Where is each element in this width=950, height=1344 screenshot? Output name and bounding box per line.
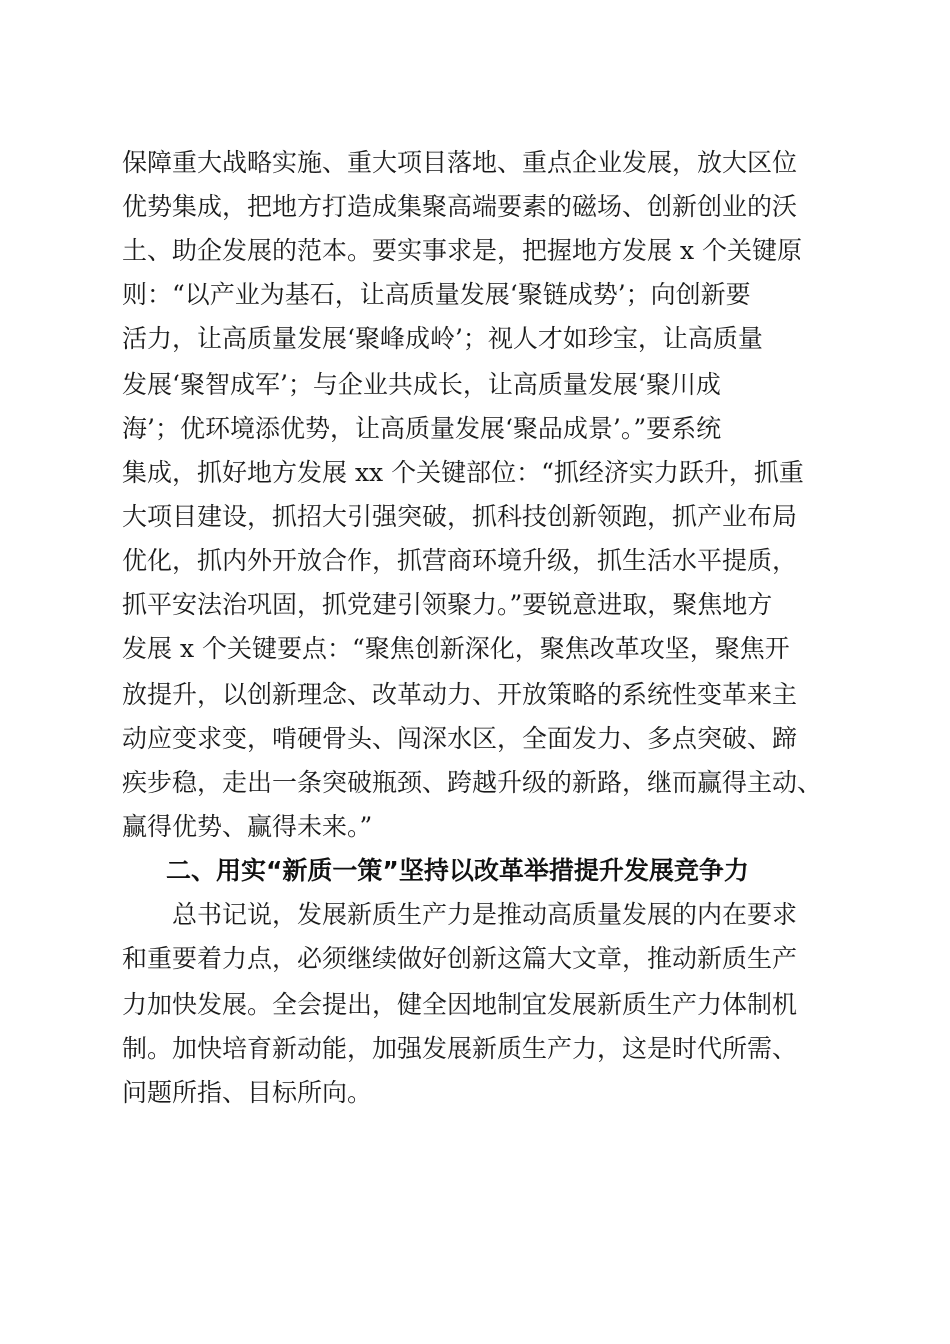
body-text-line: 则：“以产业为基石，让高质量发展‘聚链成势’；向创新要 (122, 280, 751, 309)
body-text-line: 优化，抓内外开放合作，抓营商环境升级，抓生活水平提质， (122, 546, 798, 575)
body-text-line: 大项目建设，抓招大引强突破，抓科技创新领跑，抓产业布局 (122, 502, 798, 531)
body-text-line: 动应变求变，啃硬骨头、闯深水区，全面发力、多点突破、蹄 (122, 724, 798, 753)
body-text-line: 问题所指、目标所向。 (122, 1078, 373, 1107)
body-text-line: 发展 x 个关键要点：“聚焦创新深化，聚焦改革攻坚，聚焦开 (122, 634, 790, 663)
body-text-line: 集成，抓好地方发展 xx 个关键部位：“抓经济实力跃升，抓重 (122, 458, 804, 487)
body-text-line: 抓平安法治巩固，抓党建引领聚力。”要锐意进取，聚焦地方 (122, 590, 773, 619)
body-text-line: 制。加快培育新动能，加强发展新质生产力，这是时代所需、 (122, 1034, 798, 1063)
body-text-line: 赢得优势、赢得未来。” (122, 812, 373, 841)
body-text-line: 放提升，以创新理念、改革动力、开放策略的系统性变革来主 (122, 680, 798, 709)
body-text-line: 和重要着力点，必须继续做好创新这篇大文章，推动新质生产 (122, 944, 798, 973)
body-text-line: 优势集成，把地方打造成集聚高端要素的磁场、创新创业的沃 (122, 192, 798, 221)
body-text-line: 总书记说，发展新质生产力是推动高质量发展的内在要求 (172, 900, 798, 929)
section-heading: 二、用实“新质一策”坚持以改革举措提升发展竞争力 (166, 856, 749, 885)
body-text-line: 活力，让高质量发展‘聚峰成岭’；视人才如珍宝，让高质量 (122, 324, 763, 353)
body-text-line: 力加快发展。全会提出，健全因地制宜发展新质生产力体制机 (122, 990, 798, 1019)
body-text-line: 发展‘聚智成军’；与企业共成长，让高质量发展‘聚川成 (122, 370, 721, 399)
body-text-line: 海’；优环境添优势，让高质量发展‘聚品成景’。”要系统 (122, 414, 722, 443)
body-text-line: 保障重大战略实施、重大项目落地、重点企业发展，放大区位 (122, 148, 798, 177)
body-text-line: 疾步稳，走出一条突破瓶颈、跨越升级的新路，继而赢得主动、 (122, 768, 823, 797)
body-text-line: 土、助企发展的范本。要实事求是，把握地方发展 x 个关键原 (122, 236, 802, 265)
